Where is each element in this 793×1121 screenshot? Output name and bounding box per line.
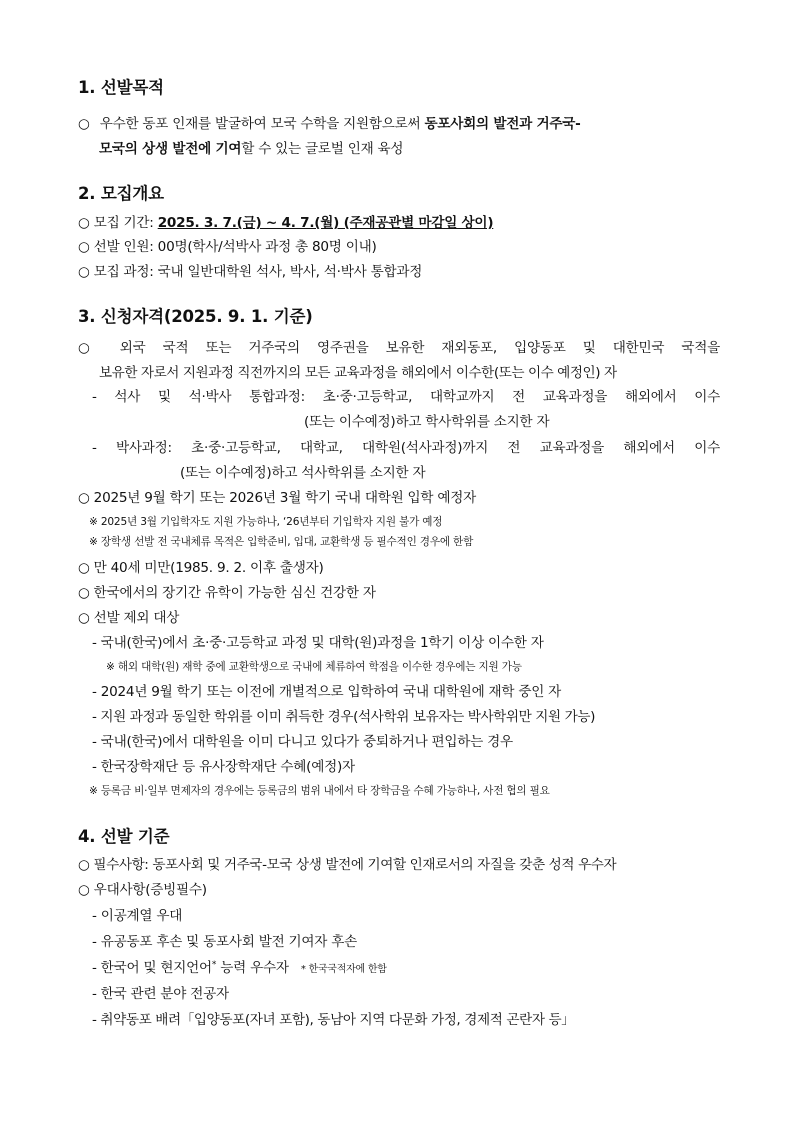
qualification-1-sub2-line1: - 박사과정: 초·중·고등학교, 대학교, 대학원(석사과정)까지 전 교육과정을 해외에서 이수 xyxy=(92,440,720,456)
criteria-preferred: ○ 우대사항(증빙필수) xyxy=(78,882,207,898)
preferred-item-3-note: * 한국국적자에 한함 xyxy=(300,964,387,975)
qualification-2-note-2: ※ 장학생 선발 전 국내체류 목적은 입학준비, 입대, 교환학생 등 필수적인 경우에 한함 xyxy=(89,536,474,548)
exclusion-2: - 2024년 9월 학기 또는 이전에 개별적으로 입학하여 국내 대학원에 재학 중인 자 xyxy=(92,684,562,700)
footnote-marker: * xyxy=(211,960,217,970)
exclusion-5-note: ※ 등록금 비·일부 면제자의 경우에는 등록금의 범위 내에서 타 장학금을 수혜 가능하나, 사전 협의 필요 xyxy=(89,785,550,797)
criteria-required: ○ 필수사항: 동포사회 및 거주국-모국 상생 발전에 기여할 인재로서의 자질을 갖춘 성적 우수자 xyxy=(78,857,617,873)
preferred-item-3 xyxy=(92,956,387,976)
recruit-period-value: 2025. 3. 7.(금) ~ 4. 7.(월) (주재공관별 마감일 상이) xyxy=(157,215,494,231)
section-1-item-line2 xyxy=(99,137,403,157)
preferred-item-3-text: - 한국어 및 현지언어 xyxy=(92,960,212,976)
qualification-1-line1: ○ 외국 국적 또는 거주국의 영주권을 보유한 재외동포, 입양동포 및 대한민국 국적을 xyxy=(78,340,720,356)
qualification-1-sub2-line2: (또는 이수예정)하고 석사학위를 소지한 자 xyxy=(180,465,426,481)
preferred-item-3-text-2: 능력 우수자 xyxy=(216,960,289,976)
section-1-item-line1 xyxy=(78,112,720,132)
qualification-5: ○ 선발 제외 대상 xyxy=(78,610,180,626)
qualification-1-sub1-line1: - 석사 및 석·박사 통합과정: 초·중·고등학교, 대학교까지 전 교육과정을 해외에서 이수 xyxy=(92,389,720,405)
section-4-title: 4. 선발 기준 xyxy=(78,827,170,846)
exclusion-3: - 지원 과정과 동일한 학위를 이미 취득한 경우(석사학위 보유자는 박사학위만 지원 가능) xyxy=(92,709,596,725)
preferred-item-2: - 유공동포 후손 및 동포사회 발전 기여자 후손 xyxy=(92,934,358,950)
preferred-item-5: - 취약동포 배려「입양동포(자녀 포함), 동남아 지역 다문화 가정, 경제적 곤란자 등」 xyxy=(92,1012,575,1028)
section-3-title: 3. 신청자격(2025. 9. 1. 기준) xyxy=(78,307,313,326)
qualification-1-sub1-line2: (또는 이수예정)하고 학사학위를 소지한 자 xyxy=(304,414,550,430)
preferred-item-1: - 이공계열 우대 xyxy=(92,908,183,924)
purpose-bold-1: 동포사회의 발전과 거주국- xyxy=(424,116,581,132)
recruit-period-label: ○ 모집 기간: xyxy=(78,215,158,231)
qualification-3: ○ 만 40세 미만(1985. 9. 2. 이후 출생자) xyxy=(78,560,324,576)
exclusion-1-note: ※ 해외 대학(원) 재학 중에 교환학생으로 국내에 체류하여 학점을 이수한 경우에는 지원 가능 xyxy=(106,661,522,673)
qualification-1-line2: 보유한 자로서 지원과정 직전까지의 모든 교육과정을 해외에서 이수한(또는 이수 예정인) 자 xyxy=(99,365,617,381)
qualification-4: ○ 한국에서의 장기간 유학이 가능한 심신 건강한 자 xyxy=(78,585,376,601)
purpose-bold-2: 모국의 상생 발전에 기여 xyxy=(99,141,242,157)
recruit-period xyxy=(78,211,493,231)
section-2-title: 2. 모집개요 xyxy=(78,184,164,203)
qualification-2-note-1: ※ 2025년 3월 기입학자도 지원 가능하나, ‘26년부터 기입학자 지원 불가 예정 xyxy=(89,516,443,528)
purpose-text-end: 할 수 있는 글로벌 인재 육성 xyxy=(241,141,404,157)
recruit-course: ○ 모집 과정: 국내 일반대학원 석사, 박사, 석·박사 통합과정 xyxy=(78,264,423,280)
purpose-text: 우수한 동포 인재를 발굴하여 모국 수학을 지원함으로써 xyxy=(99,116,425,132)
recruit-count: ○ 선발 인원: 00명(학사/석박사 과정 총 80명 이내) xyxy=(78,239,377,255)
exclusion-1: - 국내(한국)에서 초·중·고등학교 과정 및 대학(원)과정을 1학기 이상 이수한 자 xyxy=(92,635,544,651)
bullet-circle: ○ xyxy=(78,116,90,132)
preferred-item-4: - 한국 관련 분야 전공자 xyxy=(92,986,229,1002)
section-1-title: 1. 선발목적 xyxy=(78,78,164,97)
exclusion-5: - 한국장학재단 등 유사장학재단 수혜(예정)자 xyxy=(92,759,355,775)
qualification-2: ○ 2025년 9월 학기 또는 2026년 3월 학기 국내 대학원 입학 예정자 xyxy=(78,490,477,506)
exclusion-4: - 국내(한국)에서 대학원을 이미 다니고 있다가 중퇴하거나 편입하는 경우 xyxy=(92,734,513,750)
